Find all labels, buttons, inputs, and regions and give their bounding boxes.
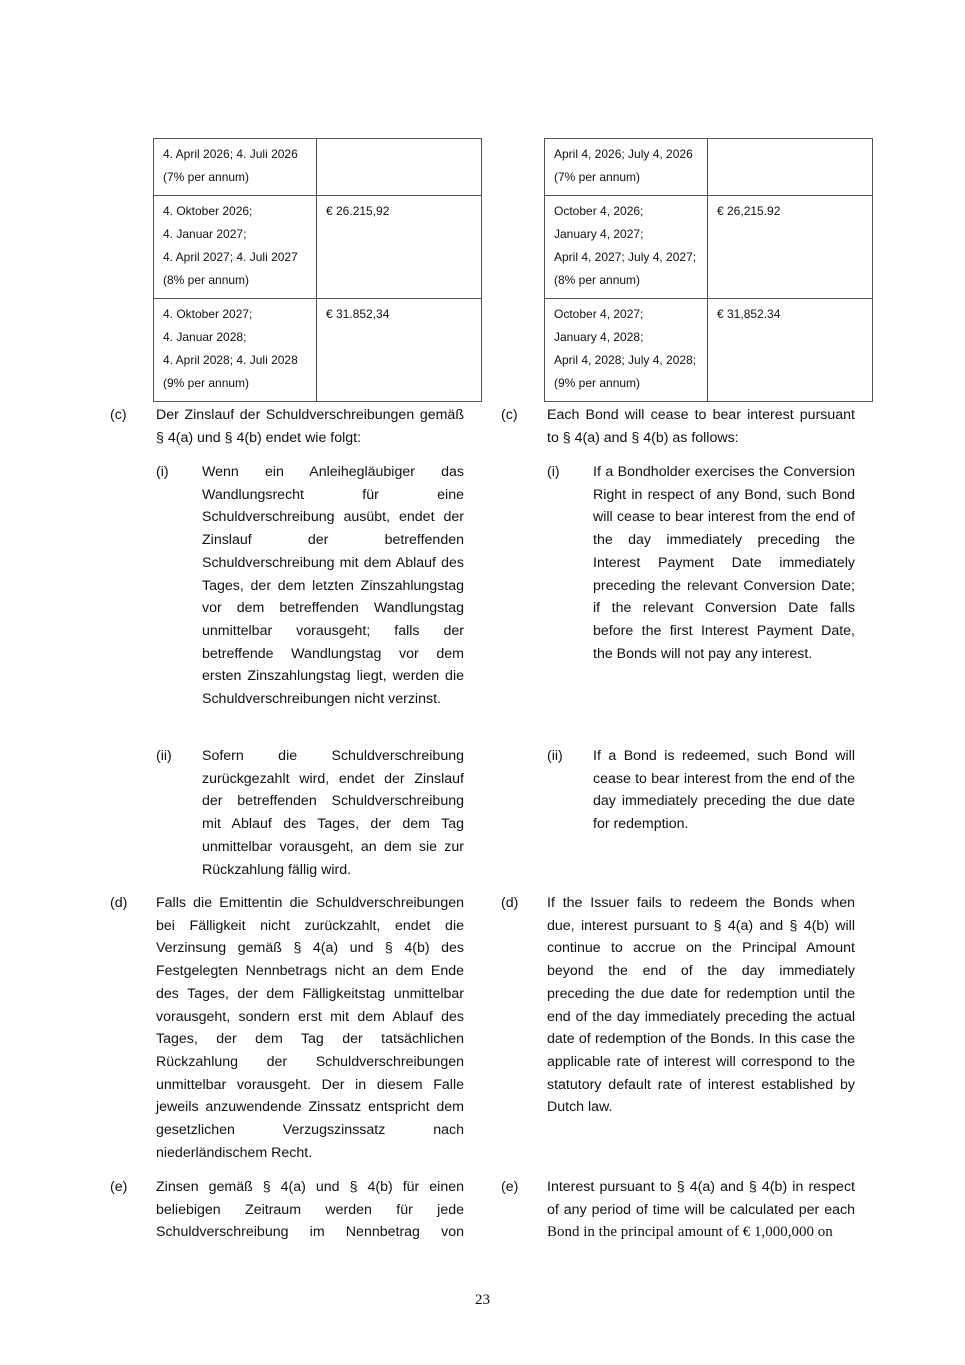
table-cell-dates: 4. April 2026; 4. Juli 2026 (7% per annum) — [154, 139, 317, 196]
interest-schedule-table-german — [153, 138, 482, 402]
paragraph-text: Each Bond will cease to bear interest pursuant to § 4(a) and § 4(b) as follows: — [547, 407, 855, 446]
paragraph-label: (i) — [156, 464, 169, 480]
paragraph-label: (e) — [110, 1179, 128, 1195]
paragraph-text-part: Interest pursuant to § 4(a) and § 4(b) in respect of any period of time will be calculated per each — [547, 1179, 855, 1218]
table-row — [545, 196, 873, 299]
paragraph-text-part: Bond in the principal amount of € 1,000,000 on — [547, 1224, 833, 1241]
paragraph-label: (ii) — [547, 748, 563, 764]
paragraph-text: If a Bond is redeemed, such Bond will cease to bear interest from the end of the day immediately preceding the due date for redemption. — [593, 748, 855, 833]
interest-schedule-table-english — [544, 138, 873, 402]
paragraph-label: (e) — [501, 1179, 519, 1195]
paragraph-text: If the Issuer fails to redeem the Bonds when due, interest pursuant to § 4(a) and § 4(b) will continue to accrue on the Principal Amount beyond the end of the day immediately preceding the due date for redemption until the end of the day immediately preceding the actual date of redemption of the Bonds. In this case the applicable rate of interest will correspond to the statutory default rate of interest established by Dutch law. — [547, 895, 855, 1116]
table-cell-dates: October 4, 2027; January 4, 2028; April 4, 2028; July 4, 2028; (9% per annum) — [545, 299, 708, 402]
paragraph-text: Der Zinslauf der Schuldverschreibungen gemäß § 4(a) und § 4(b) endet wie folgt: — [156, 407, 464, 446]
table-cell-amount: € 26,215.92 — [708, 196, 873, 299]
paragraph-text — [547, 1176, 855, 1244]
paragraph-label: (ii) — [156, 748, 172, 764]
paragraph-label: (d) — [110, 895, 128, 911]
paragraph-text: Zinsen gemäß § 4(a) und § 4(b) für einen beliebigen Zeitraum werden für jede Schuldverschreibung im Nennbetrag von — [156, 1179, 464, 1241]
paragraph-text: Falls die Emittentin die Schuldverschreibungen bei Fälligkeit nicht zurückzahlt, endet die Verzinsung gemäß § 4(a) und § 4(b) des Festgelegten Nennbetrags nicht an dem Ende des Tages, der dem Fälligkeitstag unmittelbar vorausgeht, sondern erst mit dem Ablauf des Tages, der dem Tag der tatsächlichen Rückzahlung der Schuldverschreibungen unmittelbar vorausgeht. Der in diesem Falle jeweils anzuwendende Zinssatz entspricht dem gesetzlichen Verzugszinssatz nach niederländischem Recht. — [156, 895, 464, 1161]
paragraph-label: (d) — [501, 895, 519, 911]
paragraph-label: (i) — [547, 464, 560, 480]
table-cell-dates: 4. Oktober 2026; 4. Januar 2027; 4. April 2027; 4. Juli 2027 (8% per annum) — [154, 196, 317, 299]
table-cell-amount — [708, 139, 873, 196]
table-cell-amount: € 31.852,34 — [317, 299, 482, 402]
table-row — [154, 196, 482, 299]
table-row — [154, 299, 482, 402]
paragraph-label: (c) — [110, 407, 127, 423]
paragraph-text: Sofern die Schuldverschreibung zurückgezahlt wird, endet der Zinslauf der betreffenden Schuldverschreibung mit Ablauf des Tages, der dem Tag unmittelbar vorausgeht, an dem sie zur Rückzahlung fällig wird. — [202, 748, 464, 878]
paragraph-label: (c) — [501, 407, 518, 423]
table-cell-amount: € 26.215,92 — [317, 196, 482, 299]
table-cell-dates: April 4, 2026; July 4, 2026 (7% per annum) — [545, 139, 708, 196]
table-cell-dates: October 4, 2026; January 4, 2027; April 4, 2027; July 4, 2027; (8% per annum) — [545, 196, 708, 299]
table-cell-amount: € 31,852.34 — [708, 299, 873, 402]
paragraph-text: If a Bondholder exercises the Conversion Right in respect of any Bond, such Bond will cease to bear interest from the end of the day immediately preceding the Interest Payment Date immediately preceding the relevant Conversion Date; if the relevant Conversion Date falls before the first Interest Payment Date, the Bonds will not pay any interest. — [593, 464, 855, 662]
table-row — [545, 299, 873, 402]
paragraph-text: Wenn ein Anleihegläubiger das Wandlungsrecht für eine Schuldverschreibung ausübt, endet der Zinslauf der betreffenden Schuldverschreibung mit dem Ablauf des Tages, der dem letzten Zinszahlungstag vor dem betreffenden Wandlungstag unmittelbar vorausgeht; falls der betreffende Wandlungstag vor dem ersten Zinszahlungstag liegt, werden die Schuldverschreibungen nicht verzinst. — [202, 464, 464, 708]
table-row — [154, 139, 482, 196]
table-cell-amount — [317, 139, 482, 196]
page-number: 23 — [475, 1292, 490, 1308]
table-row — [545, 139, 873, 196]
table-cell-dates: 4. Oktober 2027; 4. Januar 2028; 4. April 2028; 4. Juli 2028 (9% per annum) — [154, 299, 317, 402]
